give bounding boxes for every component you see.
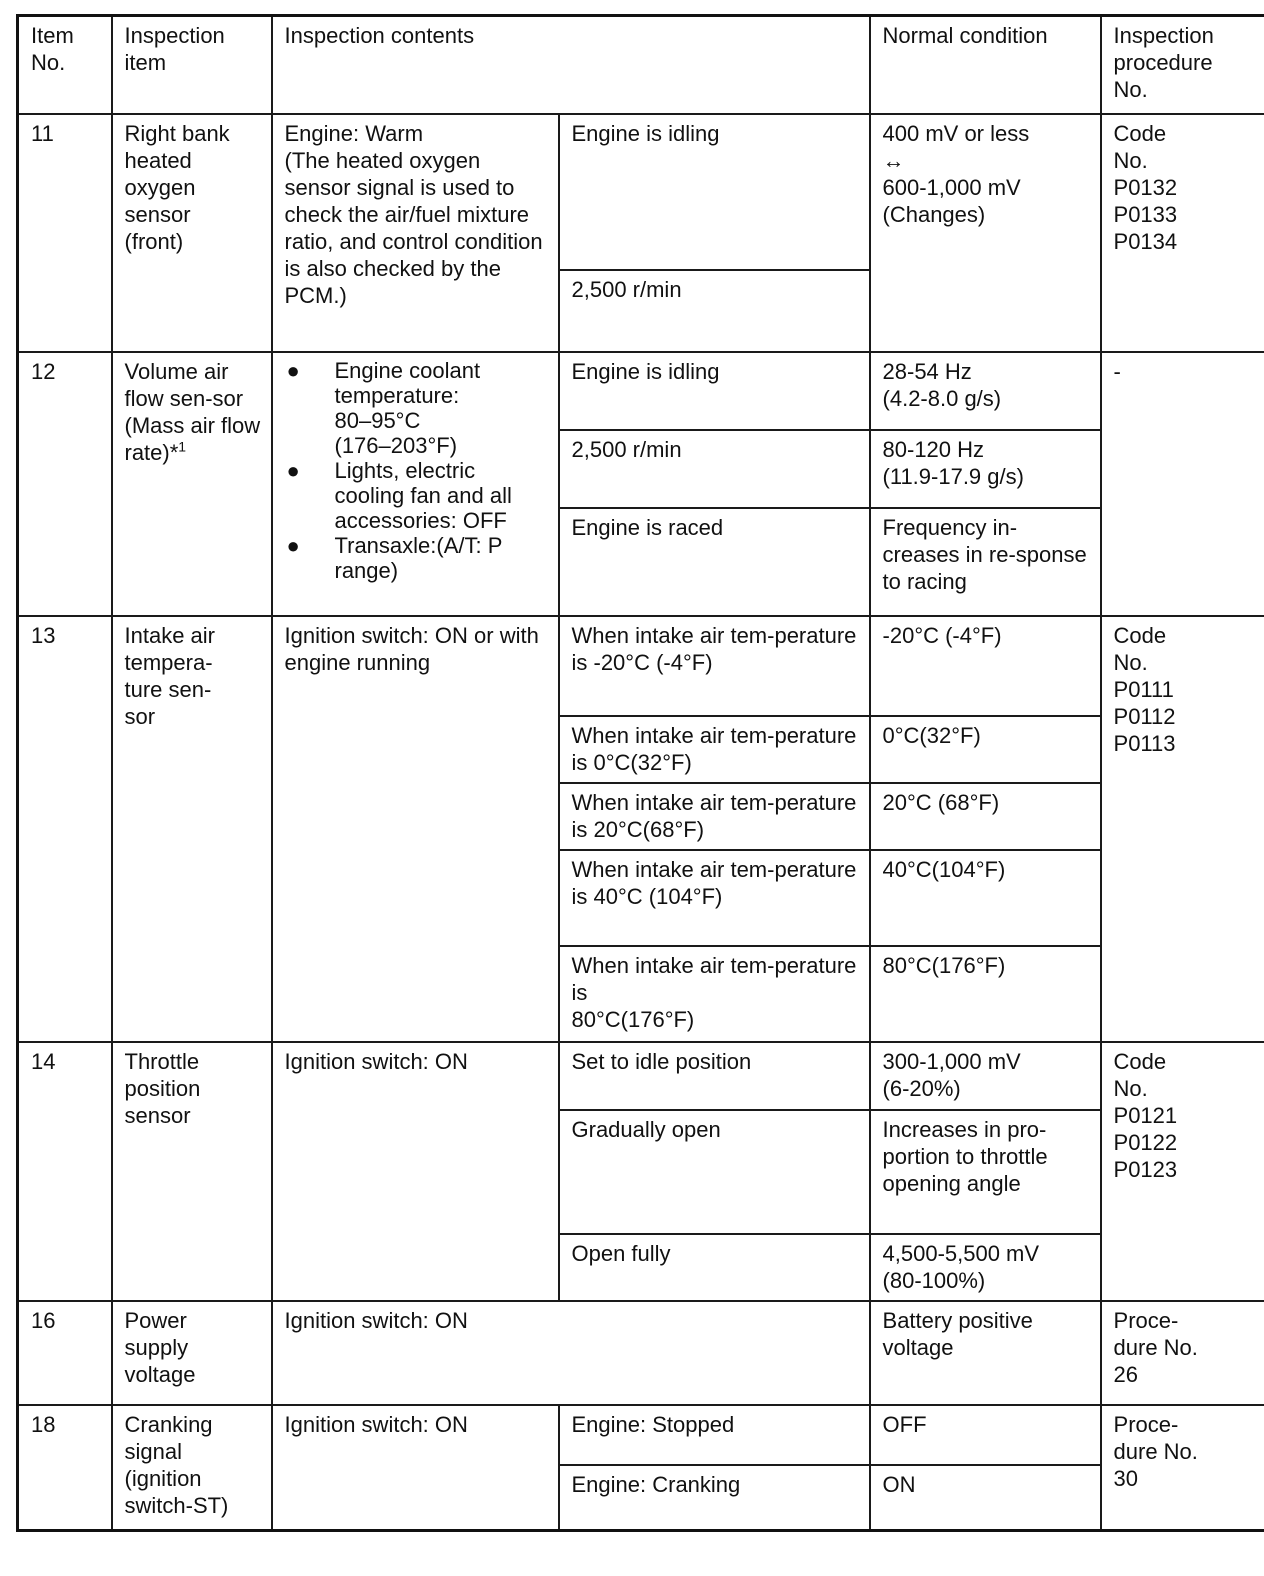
item-number: 16 [18, 1301, 112, 1405]
table-row [18, 1301, 1264, 1405]
normal-condition: 0°C(32°F) [870, 716, 1101, 783]
normal-condition: -20°C (-4°F) [870, 616, 1101, 716]
normal-condition: 4,500-5,500 mV (80-100%) [870, 1234, 1101, 1301]
bullet-text: Lights, electric cooling fan and all accessories: OFF [334, 457, 512, 533]
inspection-condition: Engine is idling [559, 352, 870, 430]
list-item [285, 533, 548, 583]
inspection-contents [272, 352, 559, 616]
item-number: 18 [18, 1405, 112, 1531]
procedure-number: Code No. P0111 P0112 P0113 [1101, 616, 1264, 1042]
item-number: 13 [18, 616, 112, 1042]
inspection-condition: Engine: Stopped [559, 1405, 870, 1465]
bullet-icon: ● [286, 357, 300, 383]
normal-condition: 400 mV or less ↔ 600-1,000 mV (Changes) [870, 114, 1101, 352]
inspection-table [16, 14, 1264, 1532]
inspection-condition: Engine is raced [559, 508, 870, 616]
inspection-item [112, 352, 272, 616]
inspection-item: Cranking signal (ignition switch-ST) [112, 1405, 272, 1531]
item-number: 14 [18, 1042, 112, 1301]
inspection-condition: Engine is idling [559, 114, 870, 270]
header-procedure-no: Inspection procedure No. [1101, 16, 1264, 114]
normal-condition: 40°C(104°F) [870, 850, 1101, 946]
inspection-item: Power supply voltage [112, 1301, 272, 1405]
normal-condition: 20°C (68°F) [870, 783, 1101, 850]
procedure-number: Proce- dure No. 30 [1101, 1405, 1264, 1531]
inspection-item: Right bank heated oxygen sensor (front) [112, 114, 272, 352]
inspection-item: Intake air tempera- ture sen- sor [112, 616, 272, 1042]
inspection-contents: Ignition switch: ON or with engine running [272, 616, 559, 1042]
list-item [285, 458, 548, 533]
table-row [18, 1042, 1264, 1110]
list-item [285, 358, 548, 458]
normal-condition: ON [870, 1465, 1101, 1531]
inspection-condition: When intake air tem-perature is 80°C(176°F) [559, 946, 870, 1042]
normal-condition: 80°C(176°F) [870, 946, 1101, 1042]
normal-condition: 300-1,000 mV (6-20%) [870, 1042, 1101, 1110]
inspection-condition: When intake air tem-perature is 0°C(32°F) [559, 716, 870, 783]
bullet-icon: ● [286, 532, 300, 558]
inspection-contents: Ignition switch: ON [272, 1042, 559, 1301]
table-header-row [18, 16, 1264, 114]
inspection-condition: When intake air tem-perature is 20°C(68°F) [559, 783, 870, 850]
inspection-contents: Engine: Warm (The heated oxygen sensor signal is used to check the air/fuel mixture ratio, and control condition is also checked by the PCM.) [272, 114, 559, 352]
inspection-condition: Open fully [559, 1234, 870, 1301]
inspection-contents: Ignition switch: ON [272, 1301, 870, 1405]
header-inspection-contents: Inspection contents [272, 16, 870, 114]
procedure-number: Proce- dure No. 26 [1101, 1301, 1264, 1405]
header-item-no: Item No. [18, 16, 112, 114]
bullet-icon: ● [286, 457, 300, 483]
table-row [18, 352, 1264, 430]
table-row [18, 114, 1264, 270]
procedure-number: Code No. P0132 P0133 P0134 [1101, 114, 1264, 352]
inspection-condition: When intake air tem-perature is -20°C (-4°F) [559, 616, 870, 716]
bullet-text: Transaxle:(A/T: P range) [334, 532, 503, 583]
inspection-condition: 2,500 r/min [559, 270, 870, 352]
table-row [18, 1405, 1264, 1465]
normal-condition: OFF [870, 1405, 1101, 1465]
inspection-condition: Gradually open [559, 1110, 870, 1234]
procedure-number: Code No. P0121 P0122 P0123 [1101, 1042, 1264, 1301]
normal-condition: 28-54 Hz (4.2-8.0 g/s) [870, 352, 1101, 430]
header-inspection-item: Inspection item [112, 16, 272, 114]
footnote-marker: 1 [178, 438, 187, 455]
normal-condition: 80-120 Hz (11.9-17.9 g/s) [870, 430, 1101, 508]
condition-bullet-list [285, 358, 548, 583]
table-row [18, 616, 1264, 716]
inspection-item-text: Volume air flow sen-sor (Mass air flow rate)* [124, 358, 261, 465]
normal-condition: Increases in pro-portion to throttle opening angle [870, 1110, 1101, 1234]
normal-condition: Frequency in-creases in re-sponse to racing [870, 508, 1101, 616]
inspection-item: Throttle position sensor [112, 1042, 272, 1301]
inspection-condition: Set to idle position [559, 1042, 870, 1110]
inspection-condition: Engine: Cranking [559, 1465, 870, 1531]
inspection-contents: Ignition switch: ON [272, 1405, 559, 1531]
inspection-condition: When intake air tem-perature is 40°C (104°F) [559, 850, 870, 946]
inspection-condition: 2,500 r/min [559, 430, 870, 508]
header-normal-condition: Normal condition [870, 16, 1101, 114]
document-page [16, 14, 1264, 1532]
normal-condition: Battery positive voltage [870, 1301, 1101, 1405]
procedure-number: - [1101, 352, 1264, 616]
item-number: 11 [18, 114, 112, 352]
item-number: 12 [18, 352, 112, 616]
bullet-text: Engine coolant temperature: 80–95°C (176–203°F) [334, 357, 481, 458]
